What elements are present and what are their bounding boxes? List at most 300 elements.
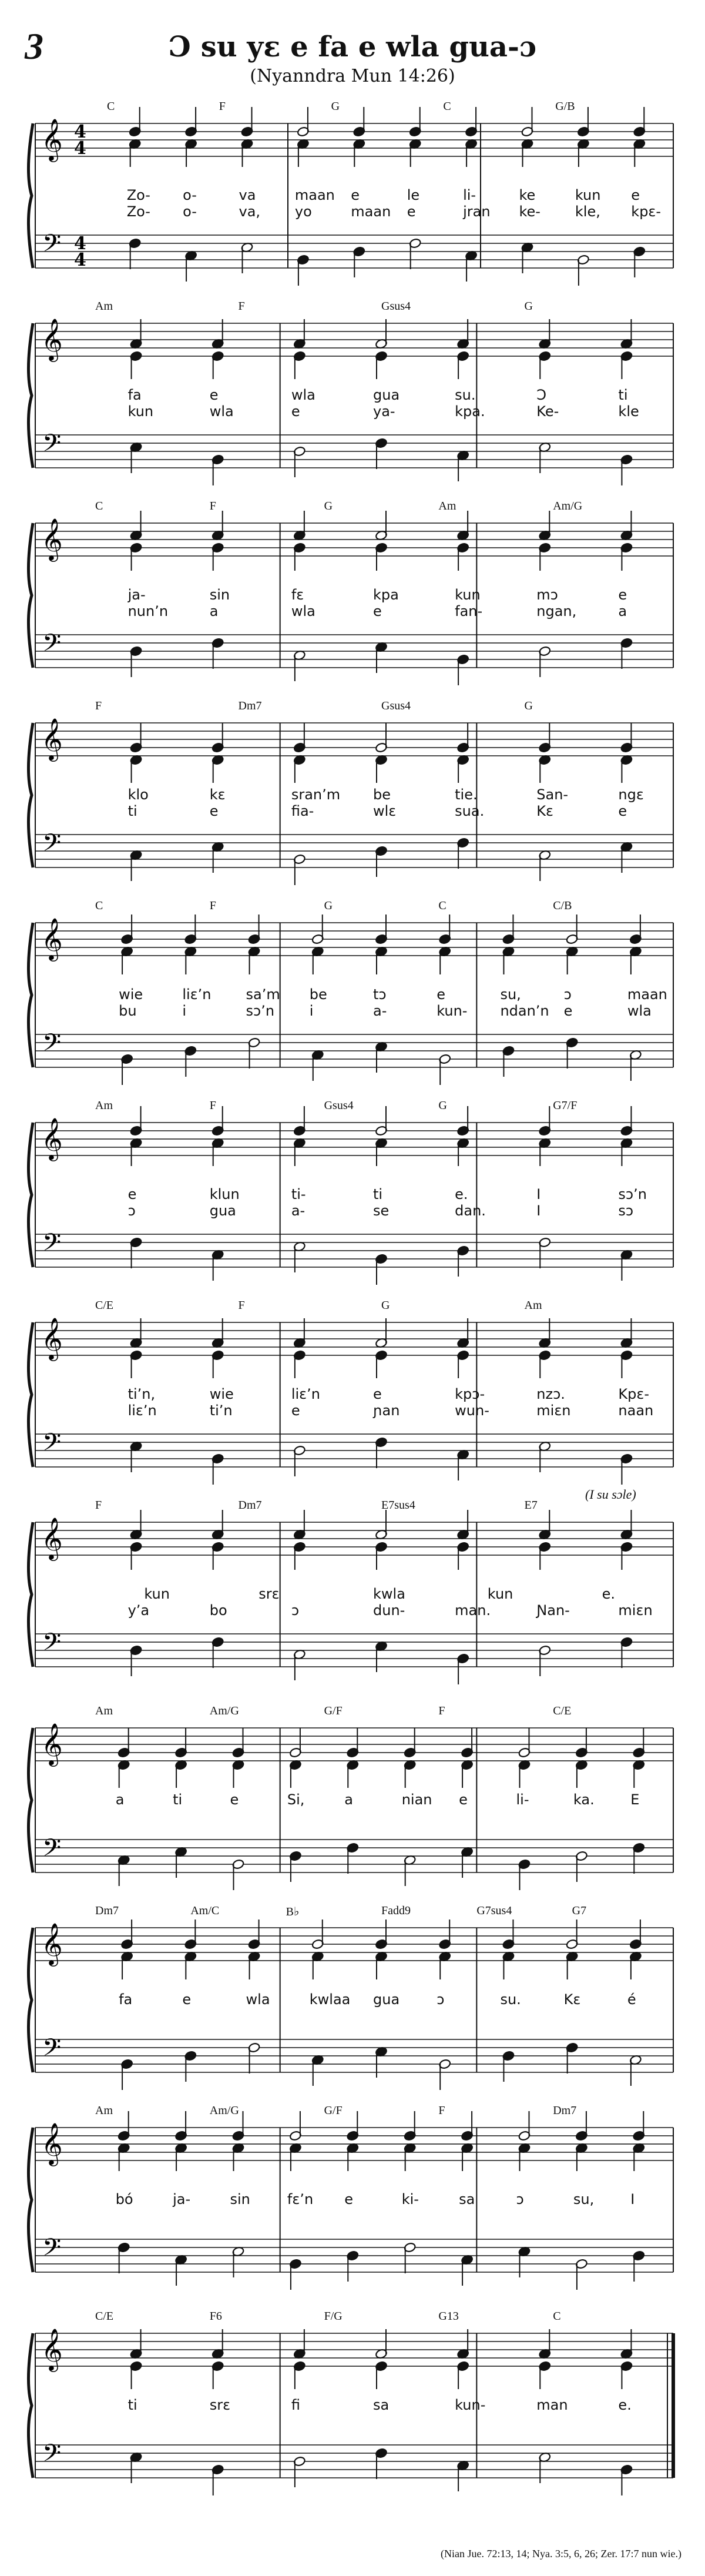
lyric-verse-2: ndan’n xyxy=(500,1003,549,1019)
bass-clef-icon: 𝄢 xyxy=(42,2034,62,2068)
staff-svg xyxy=(31,1481,676,1675)
music-system xyxy=(31,482,676,676)
lyric-verse-1: sɔ’n xyxy=(618,1186,647,1202)
lyric-verse-1: kɛ xyxy=(209,786,226,803)
treble-staff xyxy=(35,323,673,356)
lyric-verse-1: tɔ xyxy=(373,986,387,1003)
chord-symbol: C/B xyxy=(553,899,572,912)
lyric-verse-1: fɛ xyxy=(291,587,304,603)
chord-symbol: Dm7 xyxy=(95,1904,119,1917)
staff-svg xyxy=(31,1687,676,1881)
lyric-verse-1: Kpɛ- xyxy=(618,1386,650,1402)
lyric-verse-1: e. xyxy=(602,1586,615,1602)
lyric-verse-2: Kɛ xyxy=(536,803,553,819)
lyric-verse-1: ti xyxy=(618,387,628,403)
treble-clef-icon: 𝄞 xyxy=(41,1317,63,1359)
lyric-verse-1: ja- xyxy=(173,2191,191,2207)
lyric-verse-2: Zo- xyxy=(126,203,150,220)
treble-notes xyxy=(130,1106,633,1166)
lyric-verse-1: o- xyxy=(183,187,197,203)
lyric-verse-1: e xyxy=(631,187,640,203)
treble-clef-icon: 𝄞 xyxy=(41,1516,63,1559)
bass-notes xyxy=(118,2242,645,2290)
music-system xyxy=(31,882,676,1076)
chord-symbol: C xyxy=(95,500,103,512)
lyric-verse-2: o- xyxy=(183,203,197,220)
lyric-verse-2: kpɛ- xyxy=(631,203,662,220)
time-signature: 4 xyxy=(74,250,86,270)
lyric-verse-1: Ɔ xyxy=(536,387,547,403)
lyric-verse-2: e xyxy=(291,403,300,420)
lyric-verse-1: a xyxy=(115,1791,125,1808)
lyric-verse-2: ɲan xyxy=(373,1402,400,1419)
lyric-verse-2: bu xyxy=(119,1003,137,1019)
chord-symbol: G xyxy=(438,1099,447,1112)
lyric-verse-1: a xyxy=(344,1791,354,1808)
lyric-verse-1: ti xyxy=(127,2397,137,2413)
lyric-verse-2: e xyxy=(291,1402,300,1419)
chord-symbol: F xyxy=(238,300,245,313)
lyric-verse-1: wie xyxy=(209,1386,234,1402)
lyric-verse-2: Ke- xyxy=(536,403,559,420)
system-brace xyxy=(28,2128,33,2272)
bass-notes xyxy=(120,2042,642,2090)
bass-notes xyxy=(130,438,633,485)
chord-symbol: Am xyxy=(95,300,113,313)
lyric-verse-2: ɔ xyxy=(127,1202,136,1219)
lyric-verse-2: wla xyxy=(209,403,234,420)
treble-clef-icon: 𝄞 xyxy=(41,317,63,360)
lyric-verse-2: naan xyxy=(618,1402,654,1419)
bass-clef-icon: 𝄢 xyxy=(42,1428,62,1462)
lyric-verse-2: va, xyxy=(239,203,261,220)
lyric-verse-1: kun xyxy=(455,587,481,603)
lyric-verse-1: e xyxy=(351,187,360,203)
lyric-verse-1: e xyxy=(344,2191,354,2207)
lyric-verse-1: kwla xyxy=(373,1586,405,1602)
lyric-verse-1: e xyxy=(618,587,627,603)
lyric-verse-2: y’a xyxy=(127,1602,150,1619)
treble-clef-icon: 𝄞 xyxy=(41,118,63,160)
lyric-verse-2: fan- xyxy=(455,603,483,619)
treble-notes xyxy=(130,1318,633,1378)
chord-symbol: C xyxy=(443,100,451,113)
staff-svg xyxy=(31,2086,676,2280)
chord-symbol: G/F xyxy=(324,2104,343,2117)
bass-notes xyxy=(130,1637,633,1684)
chord-symbol: G xyxy=(324,899,333,912)
lyric-verse-1: su, xyxy=(573,2191,595,2207)
lyric-verse-2: e xyxy=(618,803,627,819)
lyric-verse-1: su. xyxy=(455,387,476,403)
music-system xyxy=(31,282,676,476)
treble-notes xyxy=(130,723,633,783)
system-brace xyxy=(28,1522,33,1667)
chord-symbol: Dm7 xyxy=(238,699,262,712)
treble-notes xyxy=(129,107,646,167)
chord-symbol: F xyxy=(95,1499,102,1512)
chord-symbol: Gsus4 xyxy=(381,699,411,712)
treble-notes xyxy=(118,2111,645,2171)
staff-svg xyxy=(31,682,676,876)
system-brace xyxy=(28,523,33,668)
chord-symbol: C/E xyxy=(553,1704,572,1717)
bass-clef-icon: 𝄢 xyxy=(42,2233,62,2267)
lyric-verse-1: maan xyxy=(627,986,667,1003)
chord-symbol: F/G xyxy=(324,2310,343,2323)
lyric-verse-1: Zo- xyxy=(126,187,150,203)
chord-symbol: C xyxy=(107,100,115,113)
lyric-verse-2: dan. xyxy=(455,1202,486,1219)
lyric-verse-1: sin xyxy=(209,587,230,603)
treble-clef-icon: 𝄞 xyxy=(41,1922,63,1965)
chord-symbol: E7 xyxy=(524,1499,538,1512)
system-brace xyxy=(28,2333,33,2478)
lyric-verse-1: E xyxy=(630,1791,640,1808)
lyric-verse-2: a xyxy=(618,603,627,619)
music-system xyxy=(31,1081,676,1275)
lyric-verse-1: ɔ xyxy=(437,1991,445,2008)
treble-clef-icon: 𝄞 xyxy=(41,917,63,960)
chord-symbol: G/B xyxy=(555,100,575,113)
lyric-verse-1: fɛ’n xyxy=(287,2191,314,2207)
bass-notes xyxy=(118,1843,645,1890)
lyric-verse-1: ɔ xyxy=(516,2191,524,2207)
lyric-verse-1: I xyxy=(630,2191,635,2207)
chord-symbol: F xyxy=(95,699,102,712)
lyric-verse-1: kwlaa xyxy=(309,1991,351,2008)
lyric-verse-1: wla xyxy=(246,1991,270,2008)
chord-symbol: C xyxy=(438,899,446,912)
lyric-verse-1: ti xyxy=(173,1791,183,1808)
lyric-verse-1: e. xyxy=(618,2397,632,2413)
lyric-verse-2: ɔ xyxy=(291,1602,300,1619)
lyric-verse-1: gua xyxy=(373,1991,400,2008)
lyric-verse-1: su, xyxy=(500,986,521,1003)
chord-symbol: G7 xyxy=(572,1904,587,1917)
lyric-verse-1: Si, xyxy=(287,1791,305,1808)
lyric-verse-1: klo xyxy=(127,786,149,803)
bass-notes xyxy=(130,838,633,885)
hymn-number: 3 xyxy=(25,25,43,67)
lyric-verse-2: ke- xyxy=(519,203,540,220)
lyric-verse-1: e xyxy=(182,1991,192,2008)
chord-symbol: F xyxy=(219,100,226,113)
lyric-verse-2: i xyxy=(182,1003,186,1019)
hymn-title: Ɔ su yɛ e fa e wla gua-ɔ xyxy=(168,31,537,63)
music-system xyxy=(31,2292,676,2486)
lyric-verse-2: jran xyxy=(463,203,491,220)
lyric-verse-2: wun- xyxy=(455,1402,489,1419)
system-brace xyxy=(28,723,33,867)
lyric-verse-1: ɔ xyxy=(563,986,572,1003)
lyric-verse-1: ja- xyxy=(127,587,146,603)
chord-symbol: F xyxy=(238,1299,245,1312)
chord-symbol: C/E xyxy=(95,1299,114,1312)
chord-symbol: Am xyxy=(95,1099,113,1112)
treble-notes xyxy=(120,1920,642,1979)
lyric-verse-1: e. xyxy=(455,1186,468,1202)
system-brace xyxy=(28,923,33,1067)
chord-symbol: Dm7 xyxy=(553,2104,577,2117)
lyric-verse-2: wlɛ xyxy=(373,803,397,819)
lyric-verse-1: nzɔ. xyxy=(536,1386,565,1402)
bass-staff xyxy=(35,1034,673,1067)
lyric-verse-1: le xyxy=(407,187,420,203)
treble-clef-icon: 𝄞 xyxy=(41,2122,63,2165)
lyric-verse-1: mɔ xyxy=(536,587,558,603)
bass-clef-icon: 𝄢 xyxy=(42,1628,62,1662)
lyric-verse-2: i xyxy=(309,1003,314,1019)
lyric-verse-1: ti- xyxy=(291,1186,306,1202)
bass-notes xyxy=(130,2448,633,2495)
lyric-verse-1: su. xyxy=(500,1991,521,2008)
lyric-verse-2: kun xyxy=(127,403,154,420)
music-system xyxy=(31,2086,676,2280)
chord-symbol: Am/G xyxy=(209,1704,239,1717)
bass-notes xyxy=(130,638,633,685)
treble-staff xyxy=(35,2333,673,2366)
chord-symbol: G7sus4 xyxy=(476,1904,512,1917)
music-system xyxy=(31,1481,676,1675)
lyric-verse-1: wla xyxy=(291,387,315,403)
chord-symbol: Am/G xyxy=(553,500,583,512)
lyric-verse-2: liɛ’n xyxy=(127,1402,157,1419)
bass-clef-icon: 𝄢 xyxy=(42,1228,62,1262)
time-signature: 4 xyxy=(74,233,86,254)
lyric-verse-1: be xyxy=(309,986,327,1003)
treble-clef-icon: 𝄞 xyxy=(41,1722,63,1765)
lyric-verse-2: wla xyxy=(291,603,315,619)
bass-notes xyxy=(130,1437,633,1485)
lyric-verse-1: sa xyxy=(459,2191,475,2207)
treble-clef-icon: 𝄞 xyxy=(41,2327,63,2370)
treble-notes xyxy=(130,2329,633,2389)
lyric-verse-1: man xyxy=(536,2397,568,2413)
staff-svg xyxy=(31,1281,676,1475)
chord-symbol: Am xyxy=(95,2104,113,2117)
lyric-verse-1: e xyxy=(209,387,219,403)
chord-symbol: Am xyxy=(95,1704,113,1717)
system-brace xyxy=(28,1322,33,1467)
lyric-verse-2: gua xyxy=(209,1202,236,1219)
performance-direction: (I su sɔle) xyxy=(585,1487,636,1502)
lyric-verse-2: man. xyxy=(455,1602,491,1619)
lyric-verse-2: e xyxy=(373,603,382,619)
bass-staff xyxy=(35,2039,673,2072)
chord-symbol: F xyxy=(209,500,216,512)
treble-notes xyxy=(118,1728,645,1788)
chord-symbol: G/F xyxy=(324,1704,343,1717)
lyric-verse-2: miɛn xyxy=(536,1402,571,1419)
lyric-verse-1: klun xyxy=(209,1186,240,1202)
bass-clef-icon: 𝄢 xyxy=(42,2439,62,2473)
lyric-verse-1: San- xyxy=(536,786,569,803)
bass-clef-icon: 𝄢 xyxy=(42,1029,62,1063)
bass-clef-icon: 𝄢 xyxy=(42,1834,62,1868)
music-system xyxy=(31,682,676,876)
lyric-verse-1: é xyxy=(627,1991,636,2008)
lyric-verse-1: kun- xyxy=(455,2397,486,2413)
treble-notes xyxy=(120,915,642,974)
system-brace xyxy=(28,1928,33,2072)
lyric-verse-1: e xyxy=(230,1791,239,1808)
treble-staff xyxy=(35,723,673,756)
chord-symbol: Am/G xyxy=(209,2104,239,2117)
lyric-verse-2: ti’n xyxy=(209,1402,233,1419)
system-brace xyxy=(28,323,33,468)
lyric-verse-2: kpa. xyxy=(455,403,485,420)
lyric-verse-2: sua. xyxy=(455,803,485,819)
lyric-verse-1: ti’n, xyxy=(127,1386,156,1402)
system-brace xyxy=(28,1728,33,1872)
lyric-verse-1: kun xyxy=(487,1586,513,1602)
hymn-subtitle: (Nyanndra Mun 14:26) xyxy=(250,66,455,86)
lyric-verse-1: srɛ xyxy=(209,2397,231,2413)
lyric-verse-2: yo xyxy=(294,203,312,220)
chord-symbol: G xyxy=(524,300,533,313)
chord-symbol: Dm7 xyxy=(238,1499,262,1512)
lyric-verse-1: e xyxy=(127,1186,137,1202)
lyric-verse-1: kpɔ- xyxy=(455,1386,485,1402)
chord-symbol: C xyxy=(95,899,103,912)
lyric-verse-1: liɛ’n xyxy=(182,986,212,1003)
treble-clef-icon: 𝄞 xyxy=(41,717,63,760)
staff-svg xyxy=(31,2292,676,2486)
chord-symbol: F6 xyxy=(209,2310,222,2323)
lyric-verse-1: tie. xyxy=(455,786,478,803)
chord-symbol: Gsus4 xyxy=(324,1099,354,1112)
lyric-verse-1: va xyxy=(239,187,256,203)
treble-notes xyxy=(130,1510,633,1570)
lyric-verse-1: sin xyxy=(230,2191,250,2207)
lyric-verse-1: be xyxy=(373,786,391,803)
lyric-verse-1: li- xyxy=(463,187,476,203)
staff-svg xyxy=(31,82,676,276)
lyric-verse-1: I xyxy=(536,1186,541,1202)
lyric-verse-1: e xyxy=(373,1386,382,1402)
chord-symbol: G xyxy=(324,500,333,512)
scripture-reference: (Nian Jue. 72:13, 14; Nya. 3:5, 6, 26; Zer. 17:7 nun wie.) xyxy=(441,2548,682,2560)
lyric-verse-2: kun- xyxy=(437,1003,468,1019)
treble-clef-icon: 𝄞 xyxy=(41,517,63,560)
system-brace xyxy=(28,1123,33,1267)
lyric-verse-2: e xyxy=(209,803,219,819)
bass-clef-icon: 𝄢 xyxy=(42,229,62,263)
chord-symbol: F xyxy=(438,1704,445,1717)
bass-notes xyxy=(120,1037,642,1085)
lyric-verse-2: miɛn xyxy=(618,1602,653,1619)
lyric-verse-1: gua xyxy=(373,387,400,403)
music-system xyxy=(31,82,676,276)
lyric-verse-1: sran’m xyxy=(291,786,341,803)
lyric-verse-2: wla xyxy=(627,1003,652,1019)
lyric-verse-1: li- xyxy=(516,1791,529,1808)
lyric-verse-1: kun xyxy=(144,1586,170,1602)
chord-symbol: Am xyxy=(438,500,456,512)
lyric-verse-2: ngan, xyxy=(536,603,577,619)
music-system xyxy=(31,1887,676,2081)
chord-symbol: F xyxy=(438,2104,445,2117)
system-brace xyxy=(28,123,33,268)
lyric-verse-2: Ɲan- xyxy=(536,1602,570,1619)
lyric-verse-2: e xyxy=(407,203,416,220)
lyric-verse-2: sɔ xyxy=(618,1202,634,1219)
lyric-verse-1: ki- xyxy=(401,2191,419,2207)
lyric-verse-1: liɛ’n xyxy=(291,1386,320,1402)
bass-clef-icon: 𝄢 xyxy=(42,829,62,863)
lyric-verse-2: kle xyxy=(618,403,639,420)
chord-symbol: G xyxy=(524,699,533,712)
chord-symbol: G xyxy=(381,1299,390,1312)
lyric-verse-2: a- xyxy=(373,1003,387,1019)
lyric-verse-2: sɔ’n xyxy=(246,1003,275,1019)
lyric-verse-2: a- xyxy=(291,1202,306,1219)
bass-clef-icon: 𝄢 xyxy=(42,629,62,663)
lyric-verse-1: ti xyxy=(373,1186,383,1202)
lyric-verse-1: kpa xyxy=(373,587,399,603)
chord-symbol: F xyxy=(209,1099,216,1112)
lyric-verse-2: I xyxy=(536,1202,541,1219)
music-system xyxy=(31,1281,676,1475)
lyric-verse-1: fi xyxy=(291,2397,300,2413)
lyric-verse-1: fa xyxy=(119,1991,133,2008)
lyric-verse-2: bo xyxy=(209,1602,227,1619)
lyric-verse-2: kle, xyxy=(575,203,600,220)
lyric-verse-1: Kɛ xyxy=(563,1991,581,2008)
lyric-verse-1: ka. xyxy=(573,1791,595,1808)
lyric-verse-1: bó xyxy=(115,2191,133,2207)
lyric-verse-1: sa xyxy=(373,2397,390,2413)
bass-notes xyxy=(129,238,646,286)
chord-symbol: C/E xyxy=(95,2310,114,2323)
treble-notes xyxy=(130,511,633,571)
lyric-verse-1: maan xyxy=(294,187,335,203)
lyric-verse-1: e xyxy=(437,986,445,1003)
treble-staff xyxy=(35,1322,673,1355)
lyric-verse-1: kun xyxy=(575,187,601,203)
bass-notes xyxy=(130,1237,633,1285)
lyric-verse-1: ke xyxy=(519,187,536,203)
lyric-verse-2: e xyxy=(563,1003,573,1019)
lyric-verse-2: se xyxy=(373,1202,390,1219)
chord-symbol: Am/C xyxy=(190,1904,220,1917)
chord-symbol: C xyxy=(553,2310,561,2323)
lyric-verse-1: fa xyxy=(127,387,142,403)
lyric-verse-1: e xyxy=(459,1791,468,1808)
chord-symbol: E7sus4 xyxy=(381,1499,415,1512)
lyric-verse-1: sa’m xyxy=(246,986,280,1003)
chord-symbol: B♭ xyxy=(286,1905,300,1918)
time-signature: 4 xyxy=(74,122,86,142)
lyric-verse-1: srɛ xyxy=(258,1586,280,1602)
lyric-verse-1: ngɛ xyxy=(618,786,644,803)
lyric-verse-2: ya- xyxy=(373,403,395,420)
chord-symbol: Am xyxy=(524,1299,542,1312)
chord-symbol: G13 xyxy=(438,2310,459,2323)
lyric-verse-2: dun- xyxy=(373,1602,405,1619)
bass-clef-icon: 𝄢 xyxy=(42,429,62,463)
music-system xyxy=(31,1687,676,1881)
treble-clef-icon: 𝄞 xyxy=(41,1117,63,1160)
chord-symbol: G7/F xyxy=(553,1099,578,1112)
lyric-verse-2: nun’n xyxy=(127,603,169,619)
lyric-verse-2: ti xyxy=(127,803,137,819)
chord-symbol: F xyxy=(209,899,216,912)
chord-symbol: G xyxy=(331,100,340,113)
lyric-verse-1: nian xyxy=(401,1791,432,1808)
lyric-verse-2: fia- xyxy=(291,803,314,819)
